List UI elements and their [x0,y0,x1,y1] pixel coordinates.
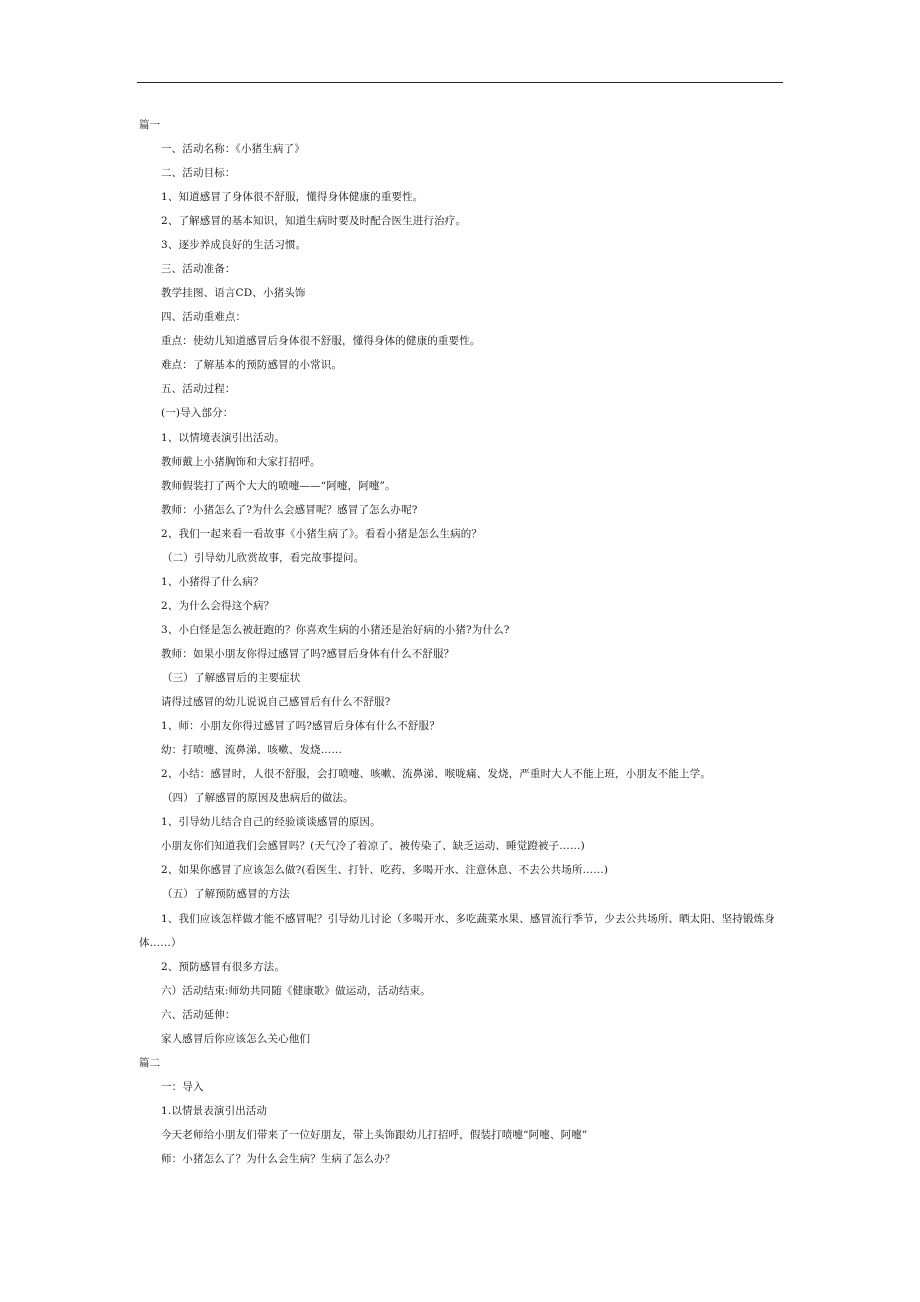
text-line: 1、我们应该怎样做才能不感冒呢？引导幼儿讨论（多喝开水、多吃蔬菜水果、感冒流行季节，少去公共场所、晒太阳、坚持锻炼身 [161,913,775,925]
text-line: 2、我们一起来看一看故事《小猪生病了》。看看小猪是怎么生病的？ [161,528,483,540]
text-line: 今天老师给小朋友们带来了一位好朋友，带上头饰跟幼儿打招呼，假装打喷嚏“阿嚏、阿嚏” [161,1129,588,1141]
text-line: 教学挂图、语言CD、小猪头饰 [161,287,306,299]
text-line: 一：导入 [161,1081,204,1093]
text-line: 3、小白怪是怎么被赶跑的？你喜欢生病的小猪还是治好病的小猪?为什么? [161,624,510,636]
text-line: 1.以情景表演引出活动 [161,1105,268,1117]
text-line: 1、师：小朋友你得过感冒了吗?感冒后身体有什么不舒服？ [161,720,440,732]
text-line: 小朋友你们知道我们会感冒吗？(天气冷了着凉了、被传染了、缺乏运动、睡觉蹬被子……) [161,840,585,852]
text-line: 六）活动结束:师幼共同随《健康歌》做运动，活动结束。 [161,985,431,997]
text-line: 幼：打喷嚏、流鼻涕、咳嗽、发烧…… [161,744,343,756]
text-line: 1、小猪得了什么病？ [161,576,264,588]
text-line: 2、为什么会得这个病？ [161,600,275,612]
text-line: 3、逐步养成良好的生活习惯。 [161,239,307,251]
text-line: 家人感冒后你应该怎么关心他们 [161,1033,311,1045]
section-heading: 篇二 [139,1057,161,1069]
text-line: （二）引导幼儿欣赏故事，看完故事提问。 [162,552,365,564]
text-line: 六、活动延伸： [161,1009,236,1021]
text-line: （五）了解预防感冒的方法 [162,888,290,900]
section-heading: 篇一 [139,119,161,131]
text-line: 二、活动目标： [161,167,236,179]
text-line: 四、活动重难点： [161,311,247,323]
text-line: 2、预防感冒有很多方法。 [161,961,285,973]
text-line: 师：小猪怎么了？为什么会生病？生病了怎么办？ [161,1153,396,1165]
text-line: 请得过感冒的幼儿说说自己感冒后有什么不舒服? [161,696,391,708]
text-line: 三、活动准备： [161,263,236,275]
text-line: （三）了解感冒后的主要症状 [162,672,301,684]
text-line: 教师：如果小朋友你得过感冒了吗?感冒后身体有什么不舒服？ [161,648,455,660]
text-line: 1、以情境表演引出活动。 [161,432,285,444]
text-line: （四）了解感冒的原因及患病后的做法。 [162,792,354,804]
text-line: 重点：使幼儿知道感冒后身体很不舒服，懂得身体的健康的重要性。 [161,335,481,347]
text-line: 教师戴上小猪胸饰和大家打招呼。 [161,456,321,468]
text-line: 一、活动名称：《小猪生病了》 [161,143,305,155]
text-line: 教师假装打了两个大大的喷嚏——“阿嚏，阿嚏”。 [161,480,396,492]
text-line: 2、小结：感冒时，人很不舒服，会打喷嚏、咳嗽、流鼻涕、喉咙痛、发烧，严重时大人不能上班，小朋友不能上学。 [161,768,711,780]
text-line: 1、引导幼儿结合自己的经验谈谈感冒的原因。 [161,816,381,828]
text-line: 2、了解感冒的基本知识，知道生病时要及时配合医生进行治疗。 [161,215,467,227]
text-line: (一)导入部分： [161,407,234,419]
text-line: 难点：了解基本的预防感冒的小常识。 [161,359,343,371]
text-line: 五、活动过程： [161,383,236,395]
text-line: 2、如果你感冒了应该怎么做?(看医生、打针、吃药、多喝开水、注意休息、不去公共场所……) [161,864,609,876]
text-line: 1、知道感冒了身体很不舒服，懂得身体健康的重要性。 [161,191,424,203]
text-line-continuation: 体……） [139,937,182,949]
text-line: 教师：小猪怎么了?为什么会感冒呢？感冒了怎么办呢? [161,504,418,516]
